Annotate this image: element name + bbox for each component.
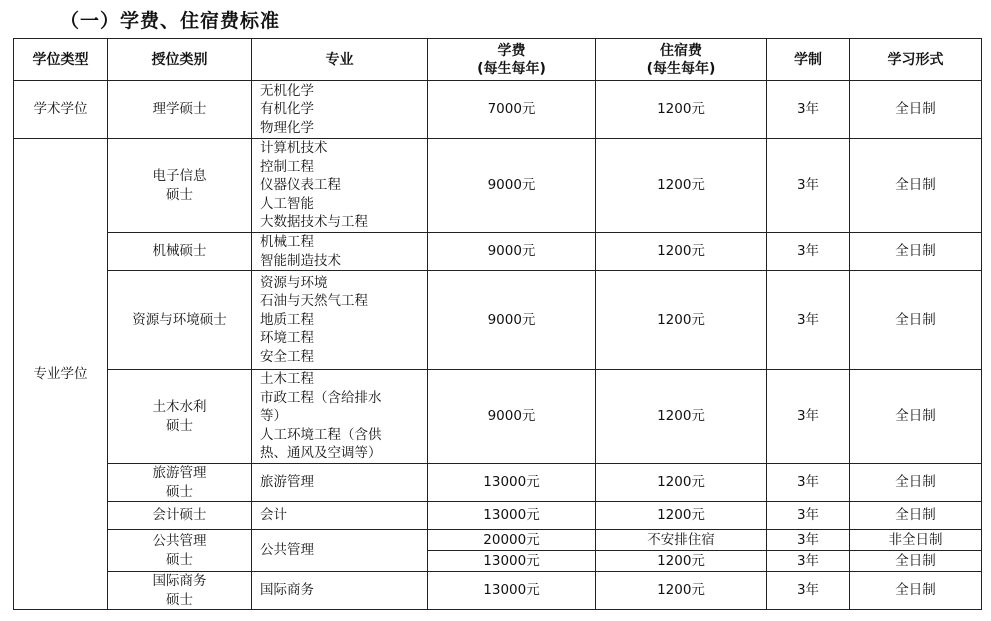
header-lodging-label: 住宿费 — [660, 42, 702, 59]
major-item: 等） — [260, 408, 287, 425]
category-line: 硕士 — [166, 591, 193, 608]
table-row — [14, 139, 982, 233]
category-line: 土木水利 — [152, 399, 207, 415]
tuition-cell: 13000元 — [428, 572, 596, 610]
table-row — [14, 81, 982, 139]
duration-cell: 3年 — [767, 464, 850, 502]
header-lodging-unit: (每生每年) — [646, 60, 716, 77]
header-degree-category: 授位类别 — [108, 39, 252, 81]
mode-cell: 全日制 — [850, 81, 982, 139]
mode-cell: 全日制 — [850, 502, 982, 530]
mode-cell: 全日制 — [850, 370, 982, 464]
degree-type-cell: 学术学位 — [14, 81, 108, 139]
degree-category-cell — [108, 464, 252, 502]
duration-cell: 3年 — [767, 572, 850, 610]
table-row — [14, 464, 982, 502]
major-item: 智能制造技术 — [260, 252, 341, 269]
degree-category-cell — [108, 530, 252, 572]
table-row — [14, 271, 982, 370]
lodging-cell: 1200元 — [596, 233, 767, 271]
duration-cell: 3年 — [767, 81, 850, 139]
mode-cell: 全日制 — [850, 572, 982, 610]
header-study-mode: 学习形式 — [850, 39, 982, 81]
degree-category-cell: 机械硕士 — [108, 233, 252, 271]
category-line: 硕士 — [166, 483, 193, 500]
major-item: 仪器仪表工程 — [260, 177, 341, 194]
degree-category-cell: 会计硕士 — [108, 502, 252, 530]
mode-cell: 全日制 — [850, 551, 982, 572]
header-row — [14, 39, 982, 81]
major-item: 控制工程 — [260, 158, 314, 175]
header-tuition-unit: (每生每年) — [477, 60, 546, 77]
major-item: 人工智能 — [260, 195, 314, 212]
duration-cell: 3年 — [767, 530, 850, 551]
major-item: 环境工程 — [260, 330, 314, 347]
degree-category-cell: 理学硕士 — [108, 81, 252, 139]
lodging-cell: 1200元 — [596, 370, 767, 464]
lodging-cell: 1200元 — [596, 271, 767, 370]
tuition-cell: 9000元 — [428, 370, 596, 464]
category-line: 国际商务 — [152, 573, 207, 589]
major-cell — [252, 233, 428, 271]
degree-type-cell: 专业学位 — [14, 139, 108, 610]
header-major: 专业 — [252, 39, 428, 81]
lodging-cell: 1200元 — [596, 502, 767, 530]
major-item: 人工环境工程（含供 — [260, 426, 382, 443]
tuition-cell: 20000元 — [428, 530, 596, 551]
major-cell — [252, 81, 428, 139]
tuition-cell: 13000元 — [428, 551, 596, 572]
category-line: 硕士 — [166, 186, 193, 203]
major-item: 计算机技术 — [260, 140, 328, 157]
mode-cell: 全日制 — [850, 464, 982, 502]
major-item: 资源与环境 — [260, 274, 328, 291]
major-cell — [252, 271, 428, 370]
major-item: 大数据技术与工程 — [260, 214, 368, 231]
major-item: 物理化学 — [260, 119, 314, 136]
major-item: 无机化学 — [260, 82, 314, 99]
degree-category-cell — [108, 572, 252, 610]
major-cell: 旅游管理 — [252, 464, 428, 502]
degree-category-cell: 资源与环境硕士 — [108, 271, 252, 370]
table-row — [14, 370, 982, 464]
lodging-cell: 不安排住宿 — [596, 530, 767, 551]
table-row — [14, 233, 982, 271]
tuition-cell: 7000元 — [428, 81, 596, 139]
duration-cell: 3年 — [767, 502, 850, 530]
lodging-cell: 1200元 — [596, 572, 767, 610]
major-cell: 公共管理 — [252, 530, 428, 572]
lodging-cell: 1200元 — [596, 139, 767, 233]
table-row — [14, 502, 982, 530]
major-item: 市政工程（含给排水 — [260, 389, 382, 406]
header-duration: 学制 — [767, 39, 850, 81]
major-cell — [252, 139, 428, 233]
duration-cell: 3年 — [767, 551, 850, 572]
tuition-cell: 9000元 — [428, 139, 596, 233]
tuition-cell: 13000元 — [428, 502, 596, 530]
major-item: 土木工程 — [260, 371, 314, 388]
major-item: 安全工程 — [260, 348, 314, 365]
duration-cell: 3年 — [767, 233, 850, 271]
category-line: 硕士 — [166, 551, 193, 568]
major-cell: 会计 — [252, 502, 428, 530]
mode-cell: 全日制 — [850, 271, 982, 370]
tuition-cell: 9000元 — [428, 233, 596, 271]
category-line: 电子信息 — [152, 168, 207, 184]
mode-cell: 全日制 — [850, 139, 982, 233]
lodging-cell: 1200元 — [596, 81, 767, 139]
header-tuition — [428, 39, 596, 81]
fee-table — [13, 38, 982, 610]
lodging-cell: 1200元 — [596, 464, 767, 502]
duration-cell: 3年 — [767, 370, 850, 464]
major-item: 地质工程 — [260, 311, 314, 328]
degree-category-cell — [108, 139, 252, 233]
table-row — [14, 530, 982, 551]
category-line: 硕士 — [166, 417, 193, 434]
header-lodging — [596, 39, 767, 81]
major-item: 石油与天然气工程 — [260, 293, 368, 310]
category-line: 公共管理 — [152, 533, 207, 549]
degree-category-cell — [108, 370, 252, 464]
tuition-cell: 9000元 — [428, 271, 596, 370]
major-item: 热、通风及空调等） — [260, 445, 382, 462]
header-tuition-label: 学费 — [497, 42, 526, 59]
duration-cell: 3年 — [767, 139, 850, 233]
mode-cell: 全日制 — [850, 233, 982, 271]
lodging-cell: 1200元 — [596, 551, 767, 572]
tuition-cell: 13000元 — [428, 464, 596, 502]
mode-cell: 非全日制 — [850, 530, 982, 551]
category-line: 旅游管理 — [152, 465, 207, 481]
header-degree-type: 学位类型 — [14, 39, 108, 81]
major-cell: 国际商务 — [252, 572, 428, 610]
major-cell — [252, 370, 428, 464]
major-item: 机械工程 — [260, 234, 314, 250]
page-title: （一）学费、住宿费标准 — [60, 10, 281, 32]
duration-cell: 3年 — [767, 271, 850, 370]
major-item: 有机化学 — [260, 101, 314, 118]
table-row — [14, 572, 982, 610]
